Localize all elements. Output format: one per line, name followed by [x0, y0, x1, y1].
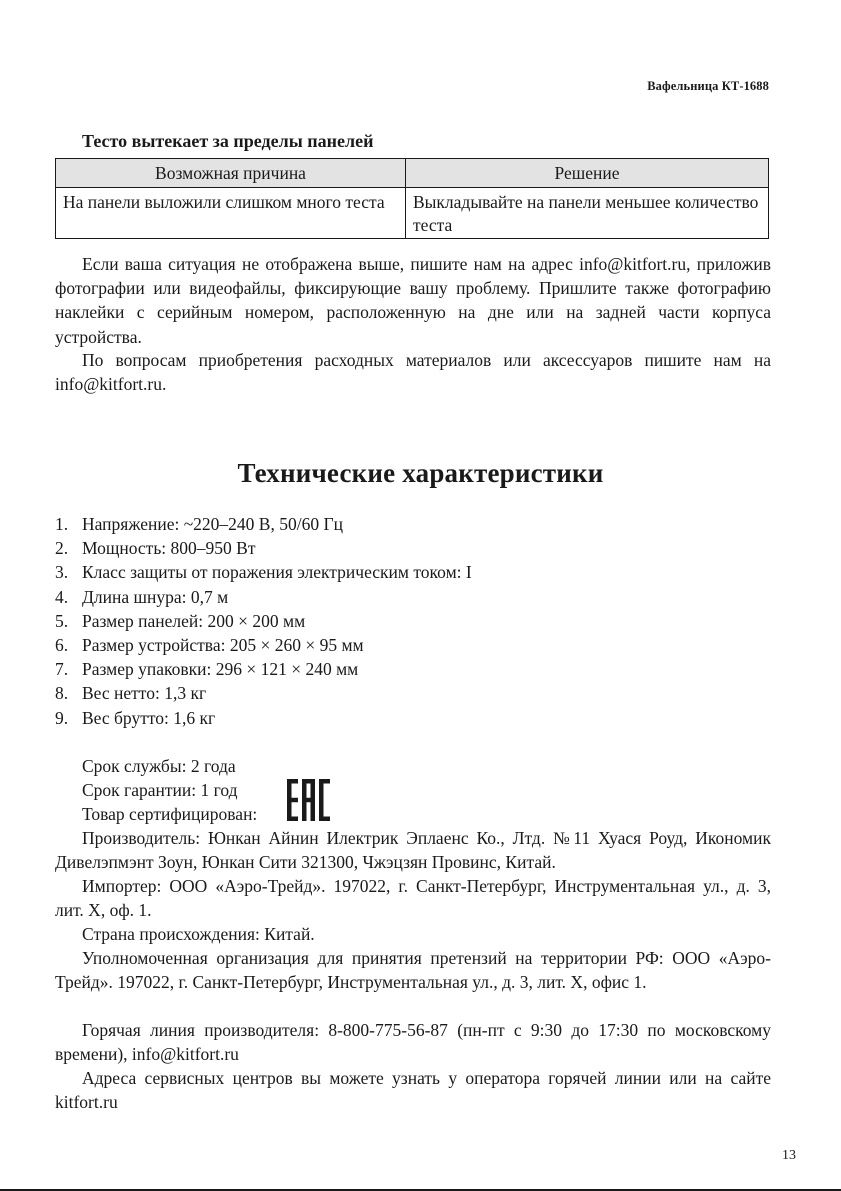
document-header-title: Вафельница КТ-1688	[647, 79, 769, 93]
eac-certification-logo	[287, 779, 331, 821]
table-row	[56, 188, 769, 239]
list-item	[55, 681, 472, 705]
list-item	[55, 706, 472, 730]
trouble-heading: Тесто вытекает за пределы панелей	[82, 131, 374, 151]
accessories-paragraph: По вопросам приобретения расходных материалов или аксессуаров пишите нам на info@kitfort.ru.	[55, 350, 771, 395]
column-header-solution: Решение	[406, 159, 769, 188]
list-item-text: Вес нетто: 1,3 кг	[82, 683, 207, 704]
cause-cell: На панели выложили слишком много теста	[56, 188, 406, 239]
table-header-row	[56, 159, 769, 188]
list-item	[55, 609, 472, 633]
list-item-number: 4.	[55, 586, 69, 607]
list-item	[55, 633, 472, 657]
certification-label: Товар сертифицирован:	[82, 804, 258, 824]
list-item-text: Напряжение: ~220–240 В, 50/60 Гц	[82, 514, 343, 534]
list-item-number: 6.	[55, 635, 69, 656]
authorized-organization: Уполномоченная организация для принятия претензий на территории РФ: ООО «Аэро-Трейд». 197022, г. Санкт-Петербург, Инструментальная ул., д. 3, лит. Х, офис 1.	[55, 948, 771, 993]
list-item-number: 5.	[55, 610, 69, 631]
list-item-number: 8.	[55, 683, 69, 704]
list-item-text: Размер панелей: 200 × 200 мм	[82, 610, 306, 631]
list-item	[55, 560, 472, 584]
list-item-number: 3.	[55, 562, 69, 583]
service-centers-info: Адреса сервисных центров вы можете узнать у оператора горячей линии или на сайте kitfort.ru	[55, 1068, 771, 1113]
list-item	[55, 536, 472, 560]
country-of-origin: Страна происхождения: Китай.	[82, 924, 315, 944]
service-life: Срок службы: 2 года	[82, 756, 236, 776]
troubleshooting-table	[55, 158, 769, 239]
list-item-number: 2.	[55, 538, 69, 559]
list-item	[55, 657, 472, 681]
list-item-text: Мощность: 800–950 Вт	[82, 538, 256, 559]
hotline-info: Горячая линия производителя: 8-800-775-56-87 (пн-пт с 9:30 до 17:30 по московскому времени), info@kitfort.ru	[55, 1020, 771, 1065]
list-item-text: Вес брутто: 1,6 кг	[82, 707, 216, 728]
warranty-period: Срок гарантии: 1 год	[82, 780, 238, 800]
importer-info: Импортер: ООО «Аэро-Трейд». 197022, г. Санкт-Петербург, Инструментальная ул., д. 3, лит. Х, оф. 1.	[55, 876, 771, 921]
list-item-number: 9.	[55, 707, 69, 728]
manufacturer-info: Производитель: Юнкан Айнин Илектрик Эплаенс Ко., Лтд. №11 Хуася Роуд, Икономик Дивелэпмэнт Зоун, Юнкан Сити 321300, Чжэцзян Провинс, Китай.	[55, 828, 771, 873]
page-number: 13	[782, 1148, 796, 1163]
contact-paragraph: Если ваша ситуация не отображена выше, пишите нам на адрес info@kitfort.ru, приложив фотографии или видеофайлы, фиксирующие вашу проблему. Пришлите также фотографию наклейки с серийным номером, расположенную на дне или на задней части корпуса устройства.	[55, 254, 771, 347]
list-item-text: Размер устройства: 205 × 260 × 95 мм	[82, 635, 364, 656]
specs-title: Технические характеристики	[237, 458, 604, 488]
list-item	[55, 512, 472, 536]
list-item-text: Длина шнура: 0,7 м	[82, 586, 229, 607]
list-item-text: Размер упаковки: 296 × 121 × 240 мм	[82, 659, 359, 680]
list-item	[55, 585, 472, 609]
list-item-number: 7.	[55, 659, 69, 680]
list-item-number: 1.	[55, 514, 69, 534]
list-item-text: Класс защиты от поражения электрическим током: I	[82, 562, 472, 583]
solution-cell: Выкладывайте на панели меньшее количество теста	[406, 188, 769, 239]
column-header-cause: Возможная причина	[56, 159, 406, 188]
specs-list	[55, 512, 472, 730]
